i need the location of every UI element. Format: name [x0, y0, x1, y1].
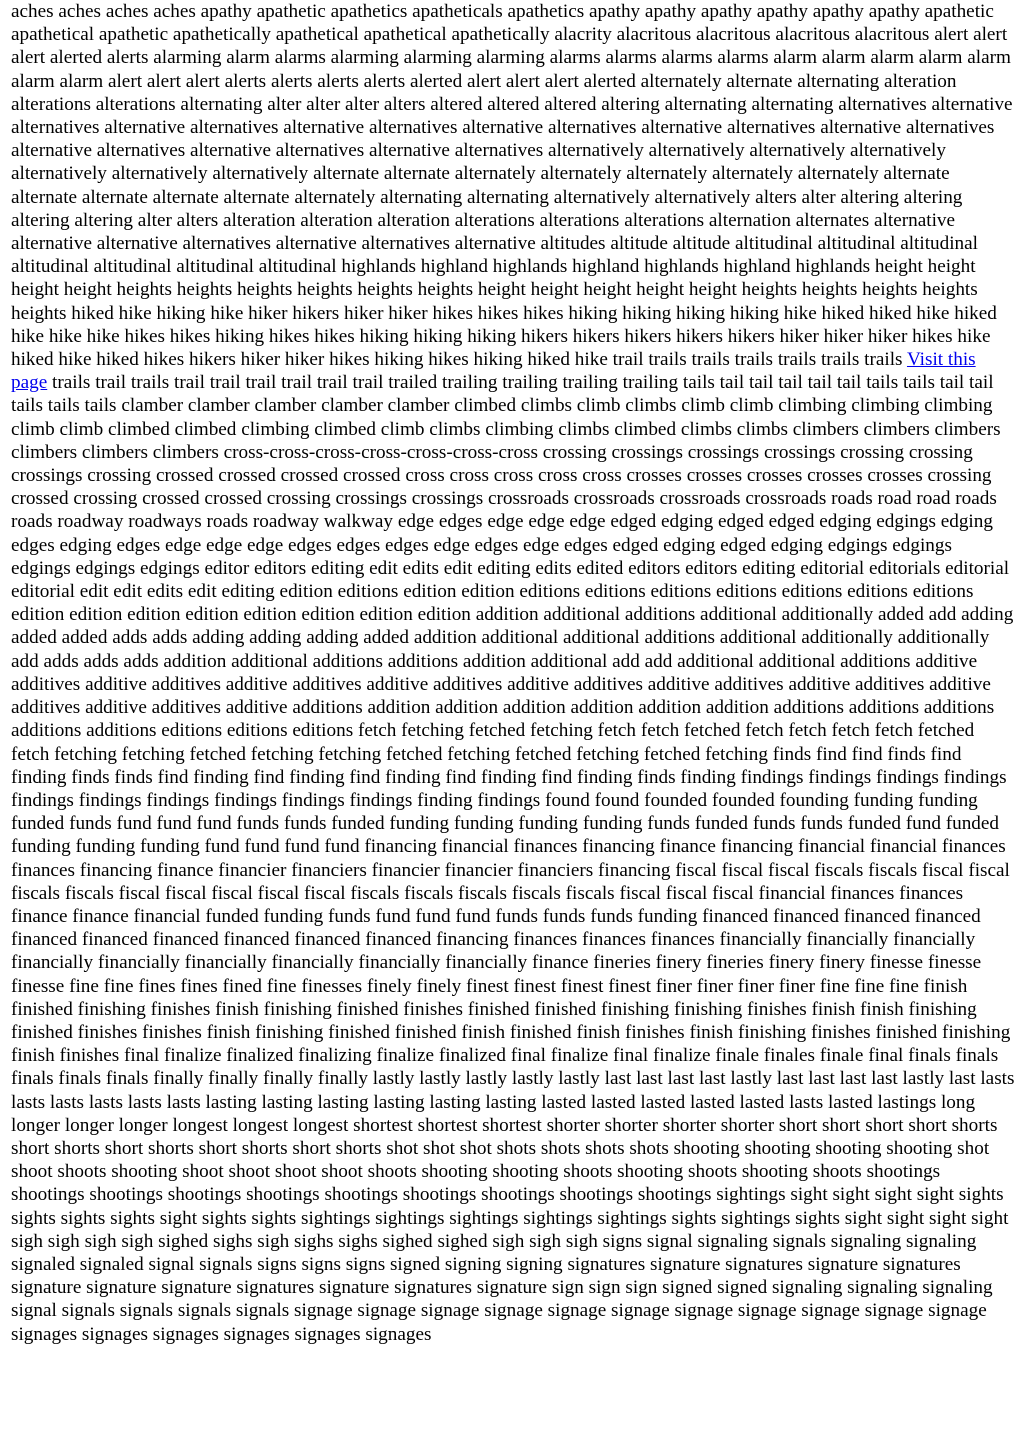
body-text — [11, 0, 1015, 1346]
text-before-link: aches aches aches aches apathy apathetic apathetics apatheticals apathetics apathy apathy apathy apathy apathy apathy apathetic apathetical apathetic apathetically apathetical apathetical apathetically alacrity alacritous alacritous alacritous alacritous alert alert alert alerted alerts alarming alarm alarms alarming alarming alarming alarms alarms alarms alarms alarm alarm alarm alarm alarm alarm alarm alert alert alert alerts alerts alerts alerts alerted alert alert alert alerted alternately alternate alternating alteration alterations alterations alternating alter alter alter alters altered altered altered altering alternating alternating alternatives alternative alternatives alternative alternatives alternative alternatives alternative alternatives alternative alternatives alternative alternatives alternative alternatives alternative alternatives alternative alternatives alternatively alternatively alternatively alternatively alternatively alternatively alternatively alternate alternate alternately alternately alternately alternately alternately alternate alternate alternate alternate alternate alternately alternating alternating alternatively alternatively alters alter altering altering altering altering alter alters alteration alteration alteration alterations alterations alterations alternation alternates alternative alternative alternative alternatives alternative alternatives alternative altitudes altitude altitude altitudinal altitudinal altitudinal altitudinal altitudinal altitudinal altitudinal highlands highland highlands highland highlands highland highlands height height height height heights heights heights heights heights heights height height height height height heights heights heights heights heights hiked hike hiking hike hiker hikers hiker hiker hikes hikes hikes hiking hiking hiking hiking hike hiked hiked hike hiked hike hike hike hikes hikes hiking hikes hikes hiking hiking hiking hikers hikers hikers hikers hikers hiker hiker hiker hikes hike hiked hike hiked hikes hikers hiker hiker hikes hiking hikes hiking hiked hike trail trails trails trails trails trails trails — [11, 1, 1013, 371]
text-after-link: trails trail trails trail trail trail trail trail trail trailed trailing trailing trailing trailing tails tail tail tail tail tail tails tails tail tail tails tails tails clamber clamber clamber clamber clamber climbed climbs climb climbs climb climb climbing climbing climbing climb climb climbed climbed climbing climbed climb climbs climbing climbs climbed climbs climbs climbers climbers climbers climbers climbers climbers cross-cross-cross-cross-cross-cross-cross crossing crossings crossings crossings crossing crossing crossings crossing crossed crossed crossed crossed cross cross cross cross cross crosses crosses crosses crosses crosses crossing crossed crossing crossed crossed crossing crossings crossings crossroads crossroads crossroads crossroads roads road road roads roads roadway roadways roads roadway walkway edge edges edge edge edge edged edging edged edged edging edgings edging edges edging edges edge edge edge edges edges edges edge edges edge edges edged edging edged edging edgings edgings edgings edgings edgings editor editors editing edit edits edit editing edits edited editors editors editing editorial editorials editorial editorial edit edit edits edit editing edition editions edition edition editions editions editions editions editions editions editions edition edition edition edition edition edition edition edition addition additional additions additional additionally added add adding added added adds adds adding adding adding added addition additional additional additions additional additionally additionally add adds adds adds addition additional additions additions addition additional add add additional additional additions additive additives additive additives additive additives additive additives additive additives additive additives additive additives additive additives additive additives additive additions addition addition addition addition addition addition additions additions additions additions additions editions editions editions fetch fetching fetched fetching fetch fetch fetched fetch fetch fetch fetch fetched fetch fetching fetching fetched fetching fetching fetched fetching fetched fetching fetched fetching finds find find finds find finding finds finds find finding find finding find finding find finding find finding finds finding findings findings findings findings findings findings findings findings findings findings finding findings found found founded founded founding funding funding funded funds fund fund fund funds funds funded funding funding funding funding funds funded funds funds funded fund funded funding funding funding fund fund fund fund financing financial finances financing finance financing financial financial finances finances financing finance financier financiers financier financier financiers financing fiscal fiscal fiscal fiscals fiscals fiscal fiscal fiscals fiscals fiscal fiscal fiscal fiscal fiscal fiscals fiscals fiscals fiscals fiscals fiscal fiscal fiscal financial finances finances finance finance financial funded funding funds fund fund fund funds funds funds funding financed financed financed financed financed financed financed financed financed financed financing finances finances finances financially financially financially financially financially financially financially financially financially finance fineries finery fineries finery finery finesse finesse finesse fine fine fines fines fined fine finesses finely finely finest finest finest finest finer finer finer finer fine fine fine finish finished finishing finishes finish finishing finished finishes finished finished finishing finishing finishes finish finish finishing finished finishes finishes finish finishing finished finished finish finished finish finishes finish finishing finishes finished finishing finish finishes final finalize finalized finalizing finalize finalized final finalize final finalize finale finales finale final finals finals finals finals finals finally finally finally finally lastly lastly lastly lastly lastly last last last last lastly last last last last lastly last lasts lasts lasts lasts lasts lasts lasting lasting lasting lasting lasting lasting lasted lasted lasted lasted lasted lasts lasted lastings long longer longer longer longest longest longest shortest shortest shortest shorter shorter shorter shorter short short short short shorts short shorts short shorts short shorts short shorts shot shot shot shots shots shots shots shooting shooting shooting shooting shot shoot shoots shooting shoot shoot shoot shoot shoots shooting shooting shoots shooting shoots shooting shoots shootings shootings shootings shootings shootings shootings shootings shootings shootings shootings sightings sight sight sight sight sights sights sights sights sight sights sights sightings sightings sightings sightings sightings sights sightings sights sight sight sight sight sigh sigh sigh sigh sighed sighs sigh sighs sighs sighed sighed sigh sigh sigh signs signal signaling signals signaling signaling signaled signaled signal signals signs signs signs signed signing signing signatures signature signatures signature signatures signature signature signature signatures signature signatures signature sign sign sign signed signed signaling signaling signaling signal signals signals signals signals signage signage signage signage signage signage signage signage signage signage signage signages signages signages signages signages signages — [11, 372, 1015, 1345]
visit-page-link[interactable]: Visit this page — [11, 349, 976, 394]
